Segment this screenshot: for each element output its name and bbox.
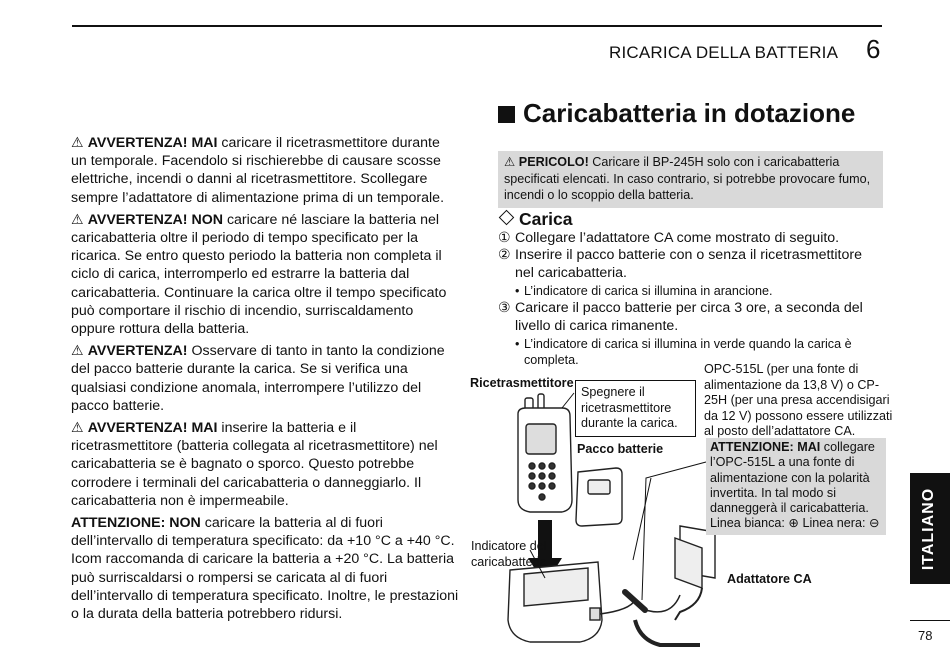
step-note: • L’indicatore di carica si illumina in verde quando la carica è completa.	[515, 337, 852, 368]
danger-box: ⚠ PERICOLO! Caricare il BP-245H solo con i caricabatteria specificati elencati. In caso contrario, si potrebbe provocare fumo, incendi o lo scoppio della batteria.	[498, 151, 883, 208]
charger-drawing	[508, 562, 602, 642]
warnings-column	[71, 134, 459, 627]
warning-icon: ⚠	[71, 343, 84, 360]
page-number: 78	[918, 628, 933, 643]
warning-icon: ⚠	[71, 211, 84, 228]
warning-observe: ⚠ AVVERTENZA! Osservare di tanto in tanto la condizione del pacco batterie durante la carica. Se si verifica una qualsiasi condizione anomala, interrompere l’utilizzo del pacco batterie.	[71, 343, 445, 414]
radio-drawing	[518, 394, 572, 512]
attention-box: ATTENZIONE: MAI collegare l’OPC-515L a una fonte di alimentazione con la polarità invertita. In tal modo si danneggerà il caricabatteria. Linea bianca: ⊕ Linea nera: ⊖	[706, 438, 886, 535]
section-title: Caricabatteria in dotazione	[498, 98, 855, 129]
step-item: ① Collegare l’adattatore CA come mostrato di seguito.	[498, 230, 840, 246]
diamond-icon	[499, 210, 515, 226]
subsection-title: Carica	[498, 209, 573, 230]
battery-drawing	[576, 468, 622, 526]
warning-thunderstorm: ⚠ AVVERTENZA! MAI caricare il ricetrasmettitore durante un temporale. Facendolo si rischierebbe di causare scosse elettriche, incendi o danni al ricetrasmettitore. Scollegare sempre l’adattatore di alimentazione prima di un temporale.	[71, 135, 445, 206]
warning-icon: ⚠	[504, 155, 516, 169]
footer-rule	[910, 620, 950, 621]
chapter-number: 6	[866, 34, 881, 64]
warning-icon: ⚠	[71, 135, 84, 151]
steps-list	[498, 230, 878, 369]
adapter-drawing	[675, 526, 715, 620]
step-note: • L’indicatore di carica si illumina in arancione.	[515, 284, 773, 299]
step-item: ② Inserire il pacco batterie con o senza il ricetrasmettitore nel caricabatteria.	[498, 247, 862, 281]
radio-label: Ricetrasmettitore	[470, 376, 574, 390]
square-bullet-icon	[498, 106, 515, 123]
language-tab-label: ITALIANO	[920, 487, 937, 571]
turn-off-callout: Spegnere il ricetrasmettitore durante la carica.	[575, 380, 696, 437]
warning-charge-time: ⚠ AVVERTENZA! NON caricare né lasciare la batteria nel caricabatteria oltre il periodo di tempo specificato per la ricarica. Se entro questo periodo la batteria non completa il ciclo di carica, interromperlo ed estrarre la batteria dal caricabatteria. Continuare la carica oltre il tempo specificato può comportare il rischio di incendio, surriscaldamento oppure rottura della batteria.	[71, 211, 447, 338]
polarity-note: Linea bianca: ⊕ Linea nera: ⊖	[710, 516, 880, 531]
battery-label: Pacco batterie	[577, 442, 664, 456]
adapter-label: Adattatore CA	[727, 572, 812, 586]
caution-temperature: ATTENZIONE: NON caricare la batteria al di fuori dell’intervallo di temperatura specificato: da +10 °C a +40 °C. Icom raccomanda di caricare la batteria a +20 °C. La batteria può surriscaldarsi o rompersi se caricata al di fuori dell’intervallo di temperatura specificato. Inoltre, le prestazioni o la durata della batteria potrebbero ridursi.	[71, 515, 459, 623]
opc-note: OPC-515L (per una fonte di alimentazione da 13,8 V) o CP-25H (per una presa accendisigari da 12 V) possono essere utilizzati al posto dell’adattatore CA.	[704, 362, 893, 438]
header-rule	[72, 25, 882, 27]
warning-icon: ⚠	[71, 420, 84, 437]
chapter-title: RICARICA DELLA BATTERIA	[609, 43, 839, 62]
warning-wet: ⚠ AVVERTENZA! MAI inserire la batteria e il ricetrasmettitore (batteria collegata al ricetrasmettitore) nel caricabatteria se è bagnato o sporco. Questo potrebbe corrodere i terminali del caricabatteria o danneggiarlo. Il caricabatteria non è impermeabile.	[71, 420, 438, 509]
indicator-label: Indicatore del caricabatteria	[471, 539, 547, 569]
step-item: ③ Caricare il pacco batterie per circa 3 ore, a seconda del livello di carica rimanente.	[498, 300, 863, 334]
